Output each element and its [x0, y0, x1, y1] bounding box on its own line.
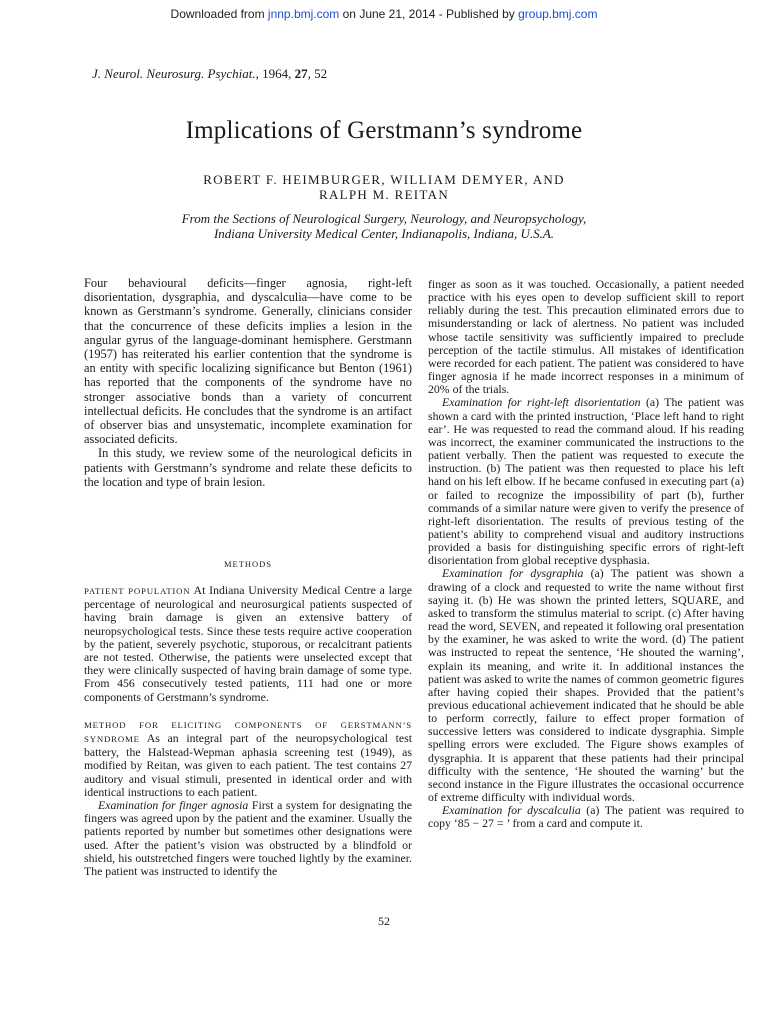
- dyscalculia-heading: Examination for dyscalculia: [442, 803, 581, 818]
- authors-line-2: RALPH M. REITAN: [318, 187, 450, 202]
- affiliation-line-1: From the Sections of Neurological Surgery, Neurology, and Neuropsychology,: [181, 211, 587, 226]
- intro-paragraph-2: In this study, we review some of the neurological deficits in patients with Gerstmann’s syndrome and relate these deficits to the location and type of brain lesion.: [84, 446, 412, 489]
- eliciting-method-heading: METHOD FOR ELICITING COMPONENTS OF GERSTMANN’S SYNDROME: [84, 719, 412, 745]
- finger-agnosia-continued: finger as soon as it was touched. Occasionally, a patient needed practice with his eyes open to develop sufficient skill to report reliably during the test. This precaution eliminated errors due to misunderstanding or lack of alertness. No patient was included whose tactile sensitivity was sufficiently impaired to preclude perception of the tactile stimulus. All mistakes of identification were recorded for each patient. The patient was considered to have finger agnosia if he made incorrect responses in a minimum of 20% of the trials.: [428, 277, 744, 397]
- right-left-heading: Examination for right-left disorientation: [442, 395, 641, 410]
- finger-agnosia-paragraph: [84, 799, 412, 878]
- finger-agnosia-heading: Examination for finger agnosia: [98, 798, 249, 813]
- finger-agnosia-text: First a system for designating the fingers was agreed upon by the patient and the examiner. Usually the patients reported by number but sometimes other designations were used. After the patient’s vision was obstructed by a blindfold or shield, his outstretched fingers were touched lightly by the examiner. The patient was instructed to identify the: [84, 798, 412, 879]
- citation-year: , 1964,: [255, 66, 295, 81]
- introduction-section: [84, 276, 412, 489]
- dyscalculia-text: (a) The patient was required to copy ‘85 − 27 = ’ from a card and compute it.: [428, 803, 744, 831]
- dysgraphia-heading: Examination for dysgraphia: [442, 566, 584, 581]
- journal-name: J. Neurol. Neurosurg. Psychiat.: [92, 66, 256, 81]
- journal-citation: [92, 66, 327, 82]
- jnnp-link[interactable]: jnnp.bmj.com: [267, 7, 340, 21]
- right-column: [428, 278, 744, 831]
- banner-middle: on June 21, 2014 - Published by: [339, 7, 519, 21]
- download-banner: [0, 7, 768, 21]
- intro-paragraph-1: Four behavioural deficits—finger agnosia, right-left disorientation, dysgraphia, and dyscalculia—have come to be known as Gerstmann’s syndrome. Generally, clinicians consider that the concurrence of these deficits implies a lesion in the angular gyrus of the language-dominant hemisphere. Gerstmann (1957) has reiterated his earlier contention that the syndrome is an entity with specific localizing significance but Benton (1961) has reported that the components of the syndrome have no stronger associative bonds than a variety of concurrent intellectual deficits. He concludes that the syndrome is an artifact of observer bias and unsystematic, incomplete examination for associated deficits.: [84, 276, 412, 447]
- page-number: 52: [378, 914, 390, 928]
- right-left-text: (a) The patient was shown a card with the printed instruction, ‘Place left hand to right ear’. He was requested to read the command aloud. If his reading was incorrect, the examiner communicated the instructions to the patient verbally. Then the patient was requested to execute the instruction. (b) The patient was then requested to place his left hand on his left elbow. If he became confused in executing part (a) or failed to recognize the impossibility of part (b), further commands of a similar nature were given to verify the presence of right-left disorientation. The results of previous testing of the patient’s ability to comprehend visual and auditory instructions provided a basis for distinguishing specific errors of right-left disorientation from global receptive dysphasia.: [428, 395, 744, 568]
- right-left-paragraph: [428, 396, 744, 567]
- article-title: Implications of Gerstmann’s syndrome: [185, 117, 583, 144]
- methods-left-column: [84, 584, 412, 878]
- group-bmj-link[interactable]: group.bmj.com: [518, 7, 598, 21]
- citation-volume: 27: [294, 66, 308, 81]
- patient-population-text: At Indiana University Medical Centre a large percentage of neurological and neurosurgical patients suspected of having brain damage is given an extensive battery of neuropsychological tests. Since these tests require active cooperation by the patient, severely psychotic, stuporous, or recalcitrant patients are not tested. Otherwise, the patients were unselected except that they were clinically suspected of having brain damage of some type. From 456 consecutively tested patients, 111 had one or more components of Gerstmann’s syndrome.: [84, 583, 412, 704]
- authors-line-1: ROBERT F. HEIMBURGER, WILLIAM DEMYER, AND: [203, 172, 565, 187]
- affiliation-line-2: Indiana University Medical Center, Indianapolis, Indiana, U.S.A.: [213, 226, 555, 241]
- eliciting-method-paragraph: [84, 718, 412, 799]
- banner-prefix: Downloaded from: [170, 7, 268, 21]
- methods-heading: METHODS: [223, 559, 273, 569]
- citation-page: , 52: [307, 66, 328, 81]
- eliciting-method-text: As an integral part of the neuropsychological test battery, the Halstead-Wepman aphasia screening test (1949), as modified by Reitan, was given to each patient. The test contains 27 auditory and visual stimuli, presented in identical order and with identical instructions to each patient.: [84, 731, 412, 799]
- dysgraphia-text: (a) The patient was shown a drawing of a clock and requested to write the name without first saying it. (b) He was shown the printed letters, SQUARE, and asked to transform the stimulus material to script. (c) After having read the word, SEVEN, and repeated it following oral presentation by the examiner, he was asked to write the word. (d) The patient was instructed to repeat the sentence, ‘He shouted the warning’, explain its meaning, and write it. In additional instances the patient was asked to write the names of common geometric figures after having copied their shapes. Provided that the patient’s previous educational achievement indicated that he should be able to perform correctly, failure to effect proper formation of successive letters was considered to indicate dysgraphia. Simple spelling errors were excluded. The Figure shows examples of dysgraphia. It is apparent that these patients had their principal difficulty with the sentence, ‘He shouted the warning’ but the second instance in the Figure illustrates the occasional occurrence of extreme difficulty with individual words.: [428, 566, 745, 805]
- affiliation: [0, 211, 768, 241]
- dysgraphia-paragraph: [428, 567, 744, 804]
- dyscalculia-paragraph: [428, 804, 744, 830]
- patient-population-paragraph: [84, 584, 412, 704]
- author-list: [0, 172, 768, 202]
- patient-population-heading: PATIENT POPULATION: [84, 586, 191, 596]
